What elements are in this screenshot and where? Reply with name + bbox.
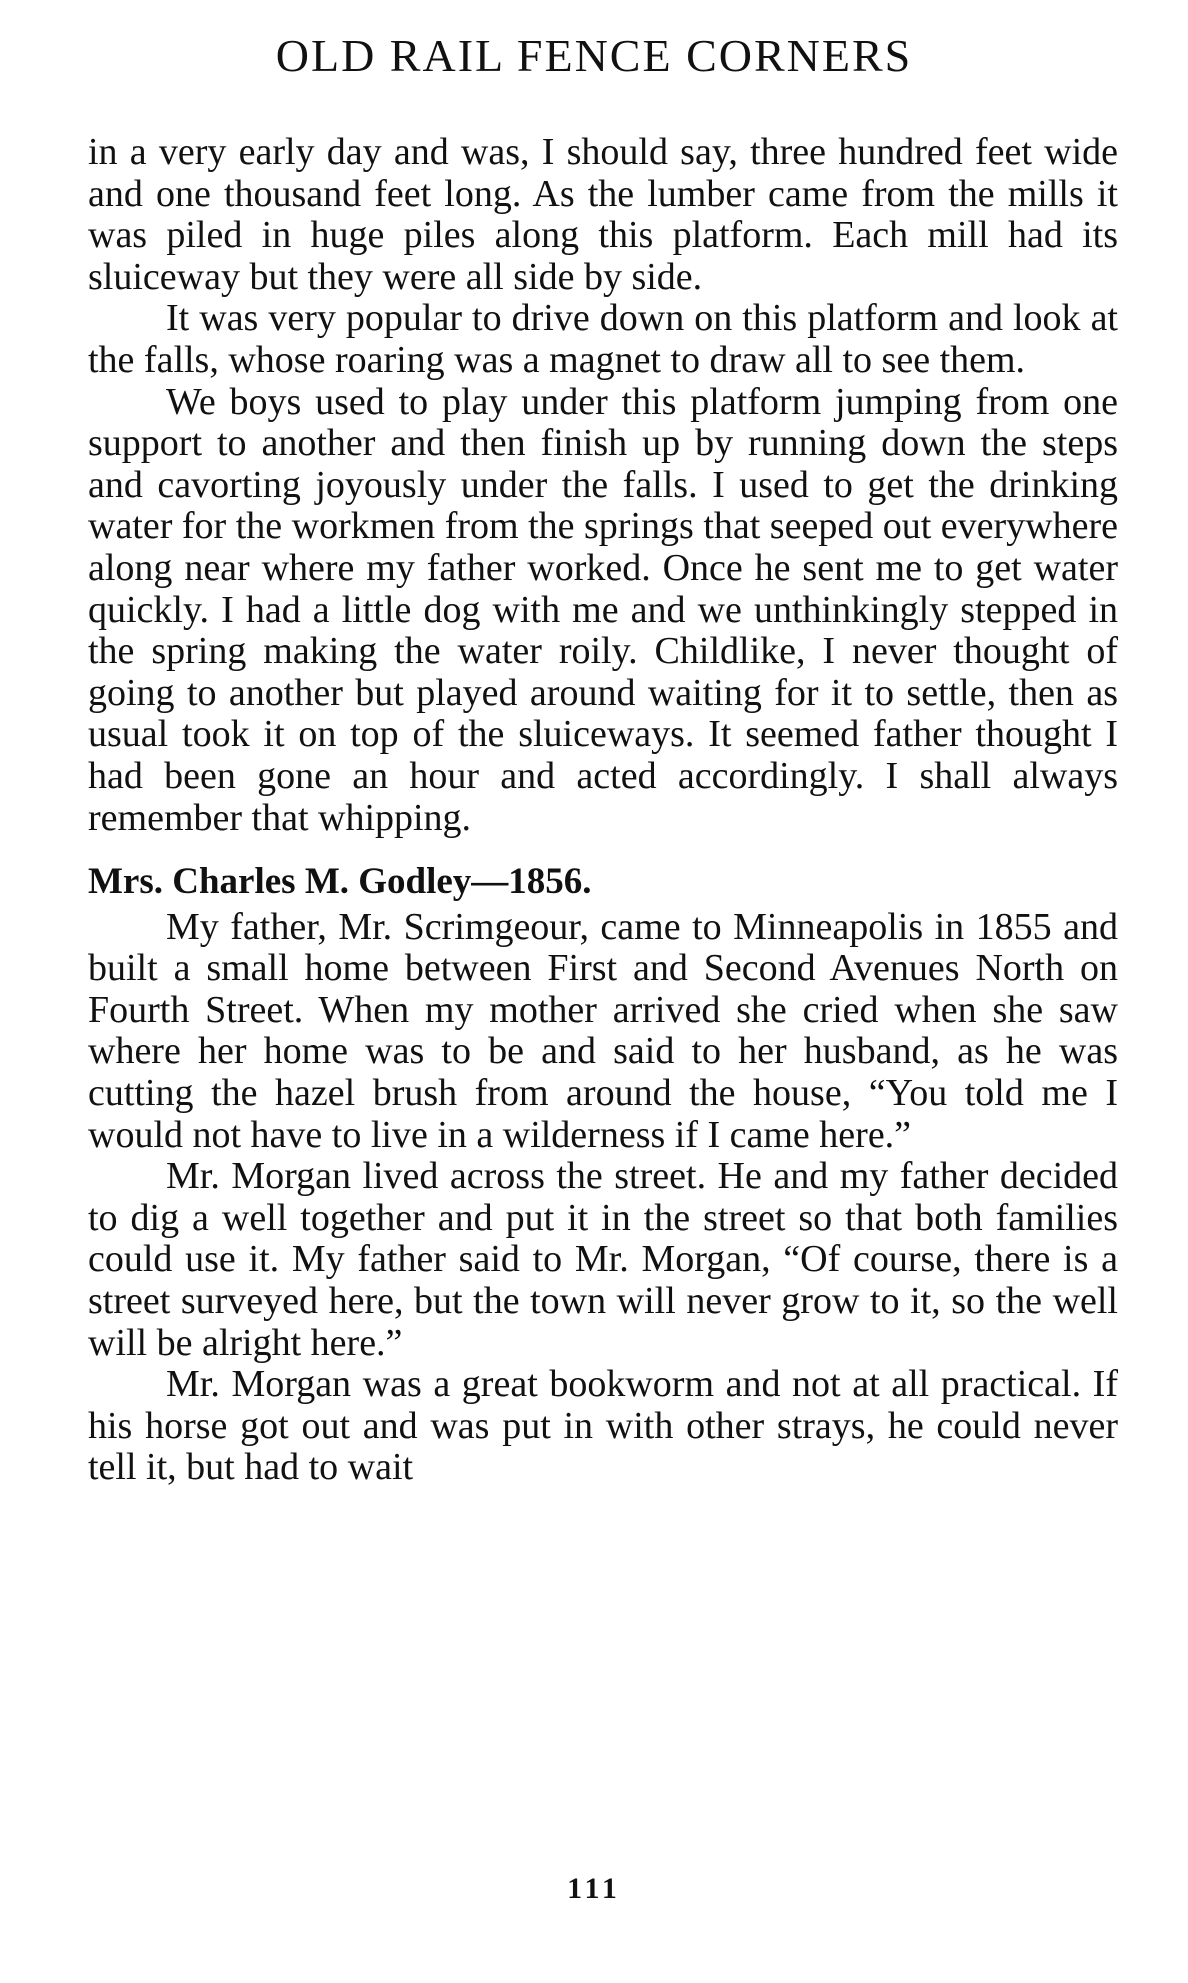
paragraph-scrimgeour: My father, Mr. Scrimgeour, came to Minneapolis in 1855 and built a small home between First and Second Avenues North on Fourth Street. When my mother arrived she cried when she saw where her home was to be and said to her husband, as he was cutting the hazel brush from around the house, “You told me I would not have to live in a wilderness if I came here.”: [88, 905, 1118, 1156]
paragraph-well: Mr. Morgan lived across the street. He and my father decided to dig a well together and put it in the street so that both families could use it. My father said to Mr. Morgan, “Of course, there is a street surveyed here, but the town will never grow to it, so the well will be alright here.”: [88, 1155, 1118, 1364]
paragraph-morgan: Mr. Morgan was a great bookworm and not at all practical. If his horse got out and was put in with other strays, he could never tell it, but had to wait: [88, 1363, 1118, 1489]
paragraph-whipping: We boys used to play under this platform jumping from one support to another and then finish up by running down the steps and cavorting joyously under the falls. I used to get the drinking water for the workmen from the springs that seeped out everywhere along near where my father worked. Once he sent me to get water quickly. I had a little dog with me and we unthinkingly stepped in the spring making the water roily. Childlike, I never thought of going to another but played around waiting for it to settle, then as usual took it on top of the sluiceways. It seemed father thought I had been gone an hour and acted accordingly. I shall always remember that whipping.: [88, 380, 1118, 839]
section-heading: Mrs. Charles M. Godley—1856.: [88, 861, 592, 903]
paragraph-platform: in a very early day and was, I should say, three hundred feet wide and one thousand feet long. As the lumber came from the mills it was piled in huge piles along this platform. Each mill had its sluiceway but they were all side by side.: [88, 131, 1118, 298]
paragraph-falls: It was very popular to drive down on this platform and look at the falls, whose roaring was a magnet to draw all to see them.: [88, 297, 1118, 381]
page-number: 111: [567, 1872, 621, 1905]
body-text: [88, 132, 1118, 1489]
running-title: OLD RAIL FENCE CORNERS: [275, 30, 913, 81]
